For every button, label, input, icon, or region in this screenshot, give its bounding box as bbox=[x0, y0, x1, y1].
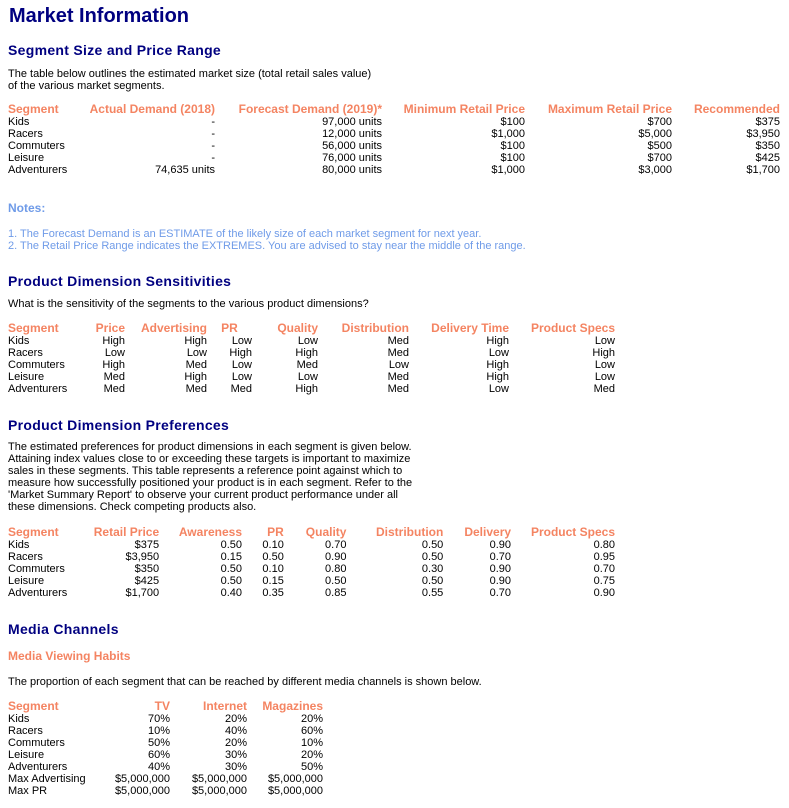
cell-maximum-retail-price: $5,000 bbox=[638, 128, 672, 140]
column-header-forecast-demand-2019: Forecast Demand (2019)* bbox=[238, 102, 382, 116]
cell-awareness: 0.15 bbox=[220, 551, 243, 563]
notes-title: Notes: bbox=[8, 201, 46, 215]
cell-product-specs: Low bbox=[594, 371, 615, 383]
column-header-magazines: Magazines bbox=[262, 699, 323, 713]
table-header-row bbox=[8, 321, 615, 335]
row-label: Commuters bbox=[8, 563, 65, 575]
cell-pr: 0.35 bbox=[262, 587, 284, 599]
row-label: Max PR bbox=[8, 785, 48, 797]
cell-quality: 0.70 bbox=[325, 539, 347, 551]
cell-magazines: 10% bbox=[300, 737, 323, 749]
table-row bbox=[8, 140, 780, 152]
table-row bbox=[8, 575, 615, 587]
cell-quality: 0.50 bbox=[325, 575, 347, 587]
row-label: Leisure bbox=[8, 152, 45, 164]
table-header-row bbox=[8, 102, 780, 116]
cell-price: Med bbox=[103, 371, 125, 383]
cell-distribution: 0.50 bbox=[421, 575, 444, 587]
cell-awareness: 0.50 bbox=[220, 575, 243, 587]
column-header-delivery-time: Delivery Time bbox=[431, 321, 509, 335]
table-row bbox=[8, 749, 323, 761]
column-header-retail-price: Retail Price bbox=[93, 525, 160, 539]
cell-tv: $5,000,000 bbox=[114, 785, 170, 797]
cell-forecast-demand-2019: 12,000 units bbox=[322, 128, 382, 140]
cell-actual-demand-2018: - bbox=[211, 116, 215, 128]
row-label: Leisure bbox=[8, 575, 45, 587]
table-header-row bbox=[8, 699, 323, 713]
cell-delivery: 0.90 bbox=[489, 539, 512, 551]
cell-pr: Low bbox=[231, 359, 252, 371]
cell-product-specs: 0.80 bbox=[593, 539, 615, 551]
preferences-intro-line: 'Market Summary Report' to observe your current product performance under all bbox=[8, 489, 398, 501]
cell-advertising: High bbox=[184, 371, 207, 383]
row-label: Commuters bbox=[8, 140, 65, 152]
cell-internet: $5,000,000 bbox=[191, 785, 247, 797]
table-row bbox=[8, 371, 615, 383]
cell-pr: 0.10 bbox=[262, 563, 284, 575]
cell-retail-price: $3,950 bbox=[125, 551, 160, 563]
column-header-maximum-retail-price: Maximum Retail Price bbox=[547, 102, 672, 116]
cell-distribution: 0.30 bbox=[421, 563, 444, 575]
cell-price: High bbox=[102, 335, 125, 347]
column-header-price: Price bbox=[95, 321, 125, 335]
table-row bbox=[8, 347, 615, 359]
cell-internet: 30% bbox=[224, 749, 247, 761]
cell-minimum-retail-price: $100 bbox=[500, 152, 525, 164]
row-label: Kids bbox=[8, 713, 30, 725]
table-row bbox=[8, 725, 323, 737]
cell-delivery: 0.90 bbox=[489, 575, 512, 587]
cell-distribution: Med bbox=[387, 335, 409, 347]
row-label: Racers bbox=[8, 725, 43, 737]
cell-quality: 0.85 bbox=[325, 587, 347, 599]
segment-size-heading: Segment Size and Price Range bbox=[8, 42, 222, 58]
media-subheading: Media Viewing Habits bbox=[8, 649, 131, 663]
cell-minimum-retail-price: $100 bbox=[500, 140, 525, 152]
cell-product-specs: Low bbox=[594, 335, 615, 347]
cell-retail-price: $1,700 bbox=[125, 587, 160, 599]
cell-delivery: 0.70 bbox=[489, 551, 512, 563]
column-header-distribution: Distribution bbox=[341, 321, 409, 335]
cell-internet: 20% bbox=[224, 737, 247, 749]
column-header-quality: Quality bbox=[305, 525, 347, 539]
cell-tv: 60% bbox=[147, 749, 170, 761]
note-item: 2. The Retail Price Range indicates the EXTREMES. You are advised to stay near the middle of the range. bbox=[8, 240, 526, 252]
row-label: Commuters bbox=[8, 737, 65, 749]
cell-maximum-retail-price: $3,000 bbox=[638, 164, 672, 176]
column-header-segment: Segment bbox=[8, 102, 59, 116]
row-label: Racers bbox=[8, 347, 43, 359]
cell-distribution: 0.50 bbox=[421, 551, 444, 563]
cell-product-specs: 0.95 bbox=[593, 551, 615, 563]
table-row bbox=[8, 116, 780, 128]
preferences-intro-line: Attaining index values close to or exceeding these targets is important to maximize bbox=[8, 453, 411, 465]
segment-size-table bbox=[8, 102, 780, 176]
cell-advertising: Med bbox=[185, 359, 207, 371]
cell-distribution: Med bbox=[387, 383, 409, 395]
cell-quality: Low bbox=[297, 335, 318, 347]
cell-product-specs: High bbox=[592, 347, 615, 359]
cell-minimum-retail-price: $100 bbox=[500, 116, 525, 128]
table-row bbox=[8, 773, 323, 785]
cell-maximum-retail-price: $700 bbox=[647, 116, 672, 128]
preferences-intro-line: measure how successfully positioned your product is in each segment. Refer to the bbox=[8, 477, 413, 489]
sensitivities-intro: What is the sensitivity of the segments to the various product dimensions? bbox=[8, 298, 369, 310]
cell-magazines: 20% bbox=[300, 713, 323, 725]
cell-internet: 40% bbox=[224, 725, 247, 737]
cell-actual-demand-2018: - bbox=[211, 128, 215, 140]
cell-delivery-time: Low bbox=[488, 383, 509, 395]
cell-magazines: $5,000,000 bbox=[267, 785, 323, 797]
cell-recommended: $1,700 bbox=[746, 164, 780, 176]
cell-maximum-retail-price: $700 bbox=[647, 152, 672, 164]
column-header-internet: Internet bbox=[202, 699, 247, 713]
column-header-delivery: Delivery bbox=[464, 525, 512, 539]
column-header-minimum-retail-price: Minimum Retail Price bbox=[403, 102, 525, 116]
cell-quality: High bbox=[295, 347, 318, 359]
column-header-actual-demand-2018: Actual Demand (2018) bbox=[89, 102, 215, 116]
row-label: Racers bbox=[8, 551, 43, 563]
cell-pr: Low bbox=[231, 371, 252, 383]
row-label: Leisure bbox=[8, 371, 45, 383]
column-header-recommended: Recommended bbox=[693, 102, 780, 116]
cell-magazines: 20% bbox=[300, 749, 323, 761]
table-row bbox=[8, 128, 780, 140]
cell-internet: $5,000,000 bbox=[191, 773, 247, 785]
cell-internet: 30% bbox=[224, 761, 247, 773]
cell-advertising: Med bbox=[185, 383, 207, 395]
sensitivities-heading: Product Dimension Sensitivities bbox=[8, 273, 232, 289]
cell-product-specs: 0.70 bbox=[593, 563, 615, 575]
table-row bbox=[8, 359, 615, 371]
cell-quality: Low bbox=[297, 371, 318, 383]
cell-minimum-retail-price: $1,000 bbox=[491, 164, 525, 176]
column-header-pr: PR bbox=[221, 321, 238, 335]
cell-price: Med bbox=[103, 383, 125, 395]
cell-pr: Med bbox=[230, 383, 252, 395]
cell-magazines: 60% bbox=[300, 725, 323, 737]
cell-awareness: 0.50 bbox=[220, 539, 243, 551]
cell-tv: 40% bbox=[147, 761, 170, 773]
cell-actual-demand-2018: - bbox=[211, 152, 215, 164]
cell-tv: $5,000,000 bbox=[114, 773, 170, 785]
segment-size-intro-line1: The table below outlines the estimated market size (total retail sales value) bbox=[8, 68, 372, 80]
table-row bbox=[8, 383, 615, 395]
cell-retail-price: $375 bbox=[134, 539, 160, 551]
preferences-intro bbox=[8, 441, 412, 513]
cell-maximum-retail-price: $500 bbox=[647, 140, 672, 152]
cell-forecast-demand-2019: 56,000 units bbox=[322, 140, 382, 152]
cell-product-specs: Low bbox=[594, 359, 615, 371]
cell-quality: 0.80 bbox=[325, 563, 347, 575]
table-row bbox=[8, 539, 615, 551]
cell-actual-demand-2018: 74,635 units bbox=[155, 164, 215, 176]
preferences-intro-line: these dimensions. Check competing products also. bbox=[8, 501, 257, 513]
media-heading: Media Channels bbox=[8, 621, 119, 637]
sensitivities-table bbox=[8, 321, 615, 395]
cell-pr: 0.15 bbox=[262, 575, 284, 587]
cell-forecast-demand-2019: 97,000 units bbox=[322, 116, 382, 128]
cell-delivery: 0.70 bbox=[489, 587, 512, 599]
cell-delivery: 0.90 bbox=[489, 563, 512, 575]
cell-retail-price: $350 bbox=[134, 563, 160, 575]
cell-awareness: 0.50 bbox=[220, 563, 243, 575]
table-row bbox=[8, 713, 323, 725]
cell-tv: 50% bbox=[147, 737, 170, 749]
cell-magazines: $5,000,000 bbox=[267, 773, 323, 785]
cell-quality: Med bbox=[296, 359, 318, 371]
cell-advertising: Low bbox=[186, 347, 207, 359]
cell-distribution: Med bbox=[387, 371, 409, 383]
cell-price: Low bbox=[104, 347, 125, 359]
cell-awareness: 0.40 bbox=[220, 587, 243, 599]
column-header-pr: PR bbox=[267, 525, 284, 539]
row-label: Adventurers bbox=[8, 761, 68, 773]
cell-product-specs: 0.75 bbox=[593, 575, 615, 587]
row-label: Adventurers bbox=[8, 587, 68, 599]
page-title: Market Information bbox=[9, 5, 190, 27]
table-row bbox=[8, 551, 615, 563]
preferences-intro-line: sales in these segments. This table represents a reference point against which to bbox=[8, 465, 403, 477]
table-row bbox=[8, 761, 323, 773]
row-label: Adventurers bbox=[8, 164, 68, 176]
cell-delivery-time: Low bbox=[488, 347, 509, 359]
table-row bbox=[8, 785, 323, 797]
row-label: Kids bbox=[8, 539, 30, 551]
cell-price: High bbox=[102, 359, 125, 371]
media-table bbox=[8, 699, 323, 797]
row-label: Commuters bbox=[8, 359, 65, 371]
column-header-segment: Segment bbox=[8, 321, 59, 335]
column-header-product-specs: Product Specs bbox=[530, 321, 615, 335]
note-item: 1. The Forecast Demand is an ESTIMATE of the likely size of each market segment for next year. bbox=[8, 228, 482, 240]
cell-pr: Low bbox=[231, 335, 252, 347]
cell-delivery-time: High bbox=[486, 371, 509, 383]
cell-forecast-demand-2019: 80,000 units bbox=[322, 164, 382, 176]
cell-distribution: Low bbox=[388, 359, 409, 371]
cell-quality: 0.90 bbox=[325, 551, 347, 563]
column-header-awareness: Awareness bbox=[178, 525, 243, 539]
table-row bbox=[8, 587, 615, 599]
table-row bbox=[8, 737, 323, 749]
column-header-product-specs: Product Specs bbox=[530, 525, 615, 539]
cell-advertising: High bbox=[184, 335, 207, 347]
cell-recommended: $3,950 bbox=[746, 128, 780, 140]
column-header-segment: Segment bbox=[8, 699, 59, 713]
preferences-heading: Product Dimension Preferences bbox=[8, 417, 230, 433]
column-header-segment: Segment bbox=[8, 525, 59, 539]
cell-recommended: $425 bbox=[755, 152, 780, 164]
column-header-quality: Quality bbox=[277, 321, 318, 335]
row-label: Kids bbox=[8, 116, 30, 128]
cell-retail-price: $425 bbox=[134, 575, 160, 587]
cell-recommended: $350 bbox=[755, 140, 780, 152]
cell-tv: 70% bbox=[147, 713, 170, 725]
cell-minimum-retail-price: $1,000 bbox=[491, 128, 525, 140]
cell-internet: 20% bbox=[224, 713, 247, 725]
table-row bbox=[8, 152, 780, 164]
cell-product-specs: Med bbox=[593, 383, 615, 395]
preferences-intro-line: The estimated preferences for product dimensions in each segment is given below. bbox=[8, 441, 412, 453]
row-label: Adventurers bbox=[8, 383, 68, 395]
row-label: Max Advertising bbox=[8, 773, 86, 785]
row-label: Leisure bbox=[8, 749, 45, 761]
cell-distribution: 0.50 bbox=[421, 539, 444, 551]
cell-product-specs: 0.90 bbox=[593, 587, 615, 599]
cell-pr: 0.50 bbox=[262, 551, 284, 563]
table-row bbox=[8, 164, 780, 176]
cell-pr: 0.10 bbox=[262, 539, 284, 551]
row-label: Racers bbox=[8, 128, 43, 140]
table-row bbox=[8, 335, 615, 347]
cell-quality: High bbox=[295, 383, 318, 395]
cell-pr: High bbox=[229, 347, 252, 359]
column-header-distribution: Distribution bbox=[375, 525, 444, 539]
cell-distribution: Med bbox=[387, 347, 409, 359]
row-label: Kids bbox=[8, 335, 30, 347]
table-row bbox=[8, 563, 615, 575]
column-header-advertising: Advertising bbox=[140, 321, 207, 335]
cell-forecast-demand-2019: 76,000 units bbox=[322, 152, 382, 164]
column-header-tv: TV bbox=[154, 699, 170, 713]
cell-recommended: $375 bbox=[755, 116, 780, 128]
segment-size-intro-line2: of the various market segments. bbox=[8, 80, 165, 92]
media-intro: The proportion of each segment that can be reached by different media channels is shown below. bbox=[8, 676, 482, 688]
cell-delivery-time: High bbox=[486, 335, 509, 347]
cell-delivery-time: High bbox=[486, 359, 509, 371]
cell-tv: 10% bbox=[147, 725, 170, 737]
cell-distribution: 0.55 bbox=[421, 587, 444, 599]
cell-actual-demand-2018: - bbox=[211, 140, 215, 152]
cell-magazines: 50% bbox=[300, 761, 323, 773]
table-header-row bbox=[8, 525, 615, 539]
preferences-table bbox=[8, 525, 615, 599]
